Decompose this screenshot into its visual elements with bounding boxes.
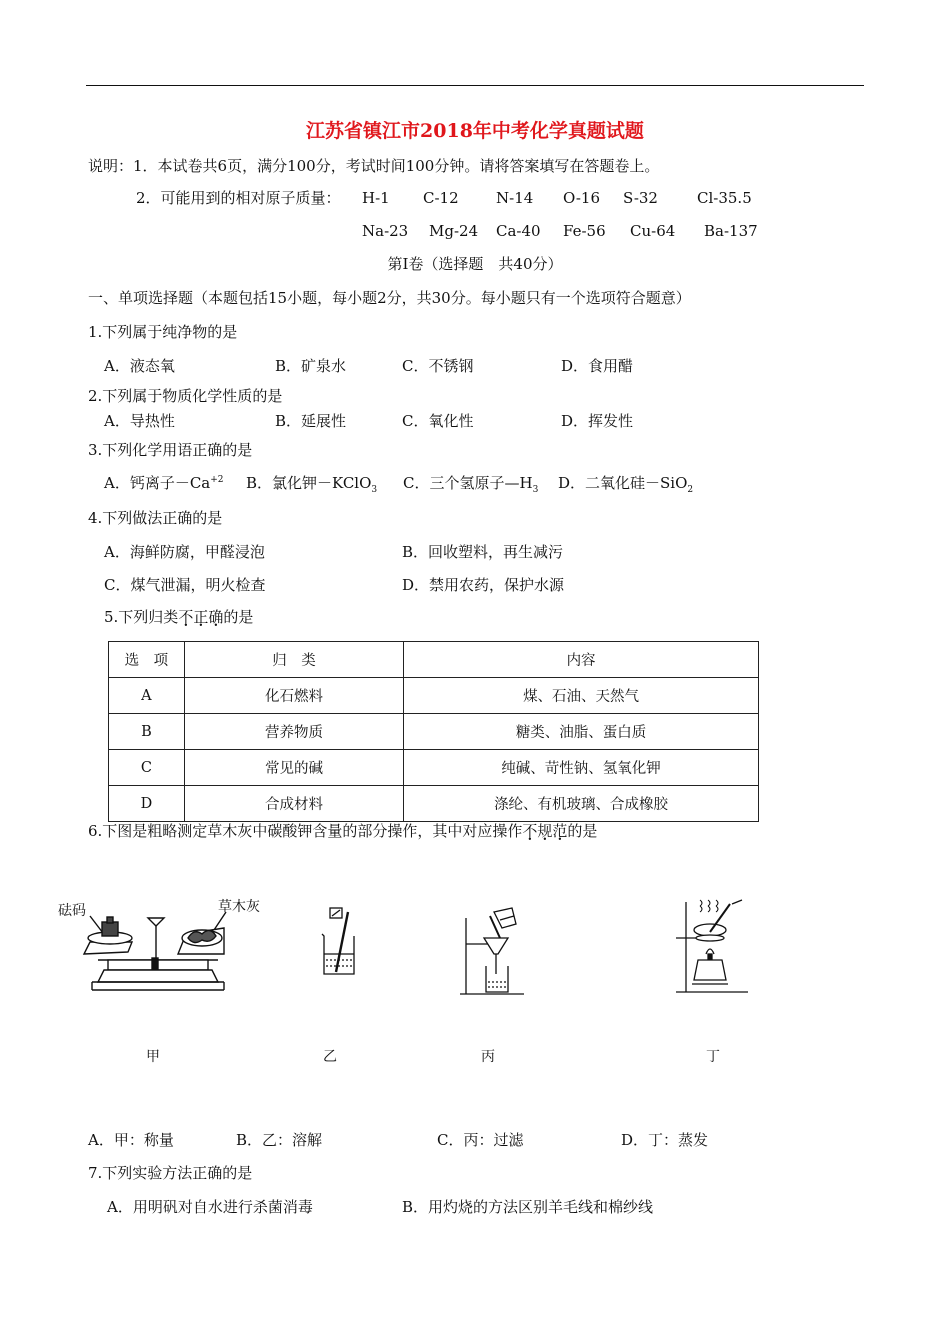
- q5-table: [108, 641, 759, 822]
- mass-n: N-14: [496, 189, 534, 207]
- evaporation-illustration: [670, 896, 754, 996]
- mass-cu: Cu-64: [630, 222, 676, 240]
- table-header-row: [109, 642, 759, 678]
- table-cell: B: [109, 714, 185, 750]
- table-cell: A: [109, 678, 185, 714]
- mass-mg: Mg-24: [429, 222, 479, 240]
- caption-bing: 丙: [481, 1049, 495, 1065]
- q3-stem: 3.下列化学用语正确的是: [88, 441, 253, 459]
- label-weight: 砝码: [58, 903, 86, 919]
- mass-ca: Ca-40: [496, 222, 541, 240]
- q1-option-d: D．食用醋: [561, 357, 634, 375]
- filtration-illustration: [458, 906, 528, 998]
- table-cell: 常见的碱: [184, 750, 403, 786]
- table-cell: 糖类、油脂、蛋白质: [404, 714, 759, 750]
- q2-option-b: B．延展性: [275, 412, 347, 430]
- table-cell: 涤纶、有机玻璃、合成橡胶: [404, 786, 759, 822]
- q6-option-c: C．丙：过滤: [437, 1131, 524, 1149]
- table-cell: 营养物质: [184, 714, 403, 750]
- mass-fe: Fe-56: [563, 222, 606, 240]
- table-row: [109, 678, 759, 714]
- mass-s: S-32: [623, 189, 658, 207]
- mass-h: H-1: [362, 189, 390, 207]
- q2-option-d: D．挥发性: [561, 412, 634, 430]
- mass-na: Na-23: [362, 222, 409, 240]
- q5-stem: 5.下列归类不正确的是: [104, 608, 254, 626]
- caption-yi: 乙: [323, 1049, 337, 1065]
- q3-option-a: A．钙离子$-Ca^{+2}$: [104, 474, 224, 492]
- table-cell: D: [109, 786, 185, 822]
- table-row: [109, 786, 759, 822]
- q7-option-a: A．用明矾对自水进行杀菌消毒: [107, 1198, 313, 1216]
- mass-cl: Cl-35.5: [697, 189, 752, 207]
- table-cell: 合成材料: [184, 786, 403, 822]
- q7-stem: 7.下列实验方法正确的是: [88, 1164, 253, 1182]
- page-title: 江苏省镇江市2018年中考化学真题试题: [306, 120, 644, 142]
- table-header-cell: 归 类: [184, 642, 403, 678]
- caption-ding: 丁: [706, 1049, 720, 1065]
- q7-option-b: B．用灼烧的方法区别羊毛线和棉纱线: [402, 1198, 654, 1216]
- q1-option-c: C．不锈钢: [402, 357, 474, 375]
- q4-stem: 4.下列做法正确的是: [88, 509, 223, 527]
- table-row: [109, 714, 759, 750]
- table-cell: 纯碱、苛性钠、氢氧化钾: [404, 750, 759, 786]
- table-cell: 煤、石油、天然气: [404, 678, 759, 714]
- q1-stem: 1.下列属于纯净物的是: [88, 323, 238, 341]
- table-cell: C: [109, 750, 185, 786]
- q2-option-a: A．导热性: [104, 412, 175, 430]
- label-ash: 草木灰: [218, 899, 260, 915]
- header-rule: [86, 85, 864, 86]
- table-row: [109, 750, 759, 786]
- caption-jia: 甲: [146, 1049, 160, 1065]
- q3-option-b: B．氯化钾－KClO$_3$: [246, 474, 378, 495]
- note-line-1: 说明：1．本试卷共6页，满分100分，考试时间100分钟。请将答案填写在答题卷上。: [88, 157, 660, 175]
- q4-option-b: B．回收塑料，再生减污: [402, 543, 564, 561]
- q4-option-c: C．煤气泄漏，明火检查: [104, 576, 266, 594]
- q6-option-b: B．乙：溶解: [236, 1131, 323, 1149]
- table-header-cell: 选 项: [109, 642, 185, 678]
- balance-illustration: [78, 908, 238, 996]
- q6-option-d: D．丁：蒸发: [621, 1131, 709, 1149]
- note-line-2: 2．可能用到的相对原子质量：: [136, 189, 341, 207]
- q6-option-a: A．甲：称量: [88, 1131, 174, 1149]
- section-heading: 第Ⅰ卷（选择题 共40分）: [387, 255, 563, 273]
- q6-stem: 6.下图是粗略测定草木灰中碳酸钾含量的部分操作，其中对应操作不规范的是: [88, 822, 598, 840]
- q1-option-a: A．液态氧: [104, 357, 175, 375]
- table-header-cell: 内容: [404, 642, 759, 678]
- mass-ba: Ba-137: [704, 222, 758, 240]
- q2-stem: 2.下列属于物质化学性质的是: [88, 387, 283, 405]
- q2-option-c: C．氧化性: [402, 412, 474, 430]
- mass-c: C-12: [423, 189, 459, 207]
- part1-heading: 一、单项选择题（本题包括15小题，每小题2分，共30分。每小题只有一个选项符合题意）: [88, 289, 691, 307]
- q1-option-b: B．矿泉水: [275, 357, 347, 375]
- table-cell: 化石燃料: [184, 678, 403, 714]
- q4-option-a: A．海鲜防腐，甲醛浸泡: [104, 543, 265, 561]
- q4-option-d: D．禁用农药，保护水源: [402, 576, 565, 594]
- q3-option-c: C．三个氢原子$—H_3$: [403, 474, 539, 495]
- mass-o: O-16: [563, 189, 601, 207]
- q3-option-d: D．二氧化硅－SiO$_2$: [558, 474, 694, 495]
- dissolve-illustration: [318, 906, 362, 978]
